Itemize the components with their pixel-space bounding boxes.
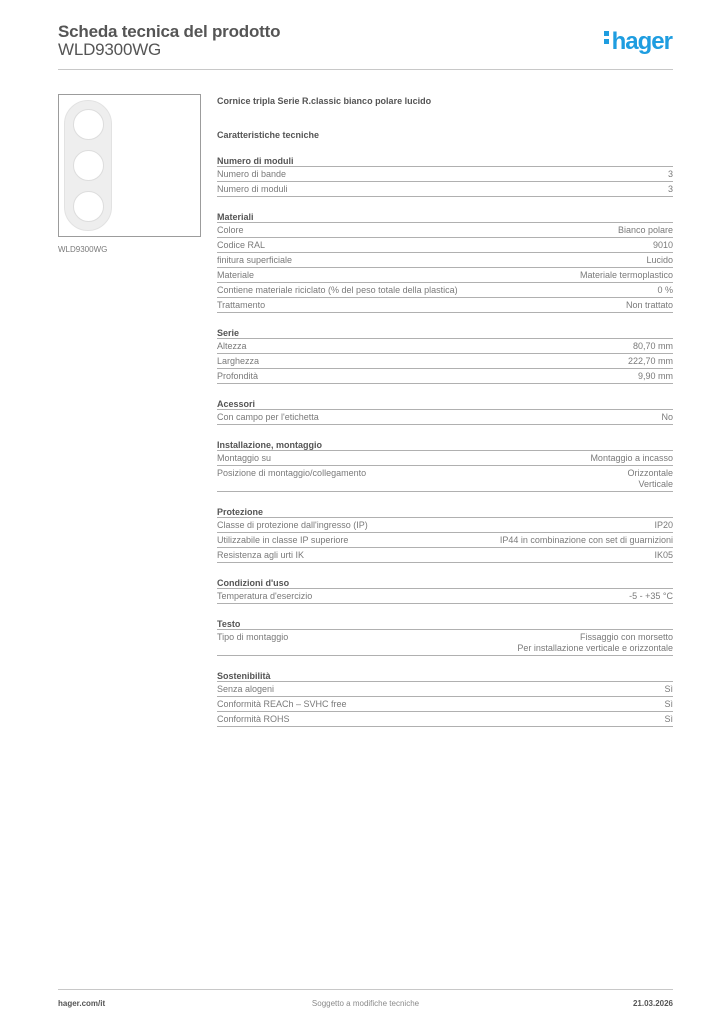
spec-value-line: -5 - +35 °C <box>629 591 673 601</box>
spec-row <box>217 369 673 384</box>
spec-value-line: Montaggio a incasso <box>590 453 673 463</box>
spec-value <box>633 341 673 352</box>
spec-section <box>217 211 673 313</box>
spec-row <box>217 410 673 425</box>
logo-text: hager <box>611 28 672 55</box>
spec-row <box>217 298 673 313</box>
spec-section <box>217 577 673 604</box>
frame-opening-1 <box>73 109 104 140</box>
spec-value-line: No <box>661 412 673 422</box>
specs-title: Caratteristiche tecniche <box>217 130 320 140</box>
spec-label: Conformità ROHS <box>217 714 290 724</box>
spec-row <box>217 548 673 563</box>
spec-row <box>217 238 673 253</box>
spec-label: Montaggio su <box>217 453 272 463</box>
spec-row <box>217 518 673 533</box>
spec-label: Temperatura d'esercizio <box>217 591 313 601</box>
spec-row <box>217 533 673 548</box>
spec-label: Numero di moduli <box>217 184 288 194</box>
spec-label: Conformità REACh – SVHC free <box>217 699 347 709</box>
spec-value <box>628 356 673 367</box>
spec-sections <box>217 155 673 727</box>
section-title: Serie <box>217 327 673 339</box>
spec-value-line: Per installazione verticale e orizzontale <box>517 643 673 653</box>
spec-row <box>217 283 673 298</box>
spec-label: Utilizzabile in classe IP superiore <box>217 535 349 545</box>
spec-value-line: 9010 <box>652 240 673 250</box>
spec-value-line: 80,70 mm <box>632 341 673 351</box>
spec-value <box>657 285 673 296</box>
spec-row <box>217 268 673 283</box>
hager-logo <box>604 28 672 56</box>
spec-label: Materiale <box>217 270 255 280</box>
spec-value-line: Sì <box>664 699 673 709</box>
spec-row <box>217 354 673 369</box>
spec-value-line: Fissaggio con morsetto <box>579 632 673 642</box>
spec-label: Contiene materiale riciclato (% del peso totale della plastica) <box>217 285 458 295</box>
spec-label: Resistenza agli urti IK <box>217 550 305 560</box>
spec-value <box>590 453 673 464</box>
spec-row <box>217 339 673 354</box>
spec-label: Classe di protezione dall'ingresso (IP) <box>217 520 368 530</box>
spec-value-line: Sì <box>664 714 673 724</box>
spec-value <box>517 632 673 654</box>
page-footer <box>58 989 673 1014</box>
spec-value-line: Materiale termoplastico <box>579 270 673 280</box>
spec-row <box>217 712 673 727</box>
spec-section <box>217 327 673 384</box>
section-title: Acessori <box>217 398 673 410</box>
spec-label: Numero di bande <box>217 169 287 179</box>
frame-opening-3 <box>73 191 104 222</box>
spec-label: Colore <box>217 225 244 235</box>
spec-label: Posizione di montaggio/collegamento <box>217 468 367 478</box>
spec-value <box>618 225 673 236</box>
spec-value-line: Sì <box>664 684 673 694</box>
spec-value-line: Verticale <box>638 479 673 489</box>
spec-value <box>629 591 673 602</box>
spec-value <box>664 714 673 725</box>
spec-section <box>217 670 673 727</box>
spec-value-line: 3 <box>667 169 673 179</box>
spec-value-line: Lucido <box>646 255 673 265</box>
spec-value <box>638 371 673 382</box>
spec-value-line: Bianco polare <box>617 225 673 235</box>
spec-row <box>217 682 673 697</box>
spec-value <box>580 270 673 281</box>
spec-row <box>217 223 673 238</box>
spec-value <box>500 535 673 546</box>
spec-row <box>217 589 673 604</box>
spec-label: Codice RAL <box>217 240 266 250</box>
spec-value-line: Non trattato <box>625 300 673 310</box>
spec-value <box>661 412 673 423</box>
spec-value <box>627 468 673 490</box>
section-title: Testo <box>217 618 673 630</box>
spec-row <box>217 697 673 712</box>
spec-value-line: IK05 <box>654 550 673 560</box>
spec-row <box>217 466 673 492</box>
page-title: Scheda tecnica del prodotto <box>58 22 281 41</box>
spec-label: Senza alogeni <box>217 684 275 694</box>
spec-value <box>668 184 673 195</box>
spec-value <box>668 169 673 180</box>
spec-content <box>217 96 673 727</box>
spec-value-line: Orizzontale <box>627 468 673 478</box>
footer-date: 21.03.2026 <box>632 999 673 1008</box>
spec-label: Tipo di montaggio <box>217 632 289 642</box>
spec-label: finitura superficiale <box>217 255 293 265</box>
spec-section <box>217 439 673 492</box>
spec-row <box>217 253 673 268</box>
spec-label: Trattamento <box>217 300 266 310</box>
spec-label: Larghezza <box>217 356 260 366</box>
product-image <box>58 94 201 237</box>
section-title: Installazione, montaggio <box>217 439 673 451</box>
spec-value-line: 0 % <box>657 285 673 295</box>
section-title: Protezione <box>217 506 673 518</box>
logo-colon-icon <box>604 31 610 47</box>
spec-value <box>664 699 673 710</box>
footer-notice: Soggetto a modifiche tecniche <box>311 999 420 1008</box>
spec-section <box>217 155 673 197</box>
spec-section <box>217 506 673 563</box>
product-name: Cornice tripla Serie R.classic bianco polare lucido <box>217 96 432 106</box>
spec-value <box>654 550 673 561</box>
section-title: Materiali <box>217 211 673 223</box>
spec-section <box>217 618 673 656</box>
spec-value <box>646 255 673 266</box>
spec-value-line: 9,90 mm <box>637 371 673 381</box>
spec-row <box>217 630 673 656</box>
spec-value-line: 3 <box>667 184 673 194</box>
section-title: Sostenibilità <box>217 670 673 682</box>
spec-value-line: IP44 in combinazione con set di guarnizioni <box>499 535 673 545</box>
section-title: Numero di moduli <box>217 155 673 167</box>
spec-row <box>217 182 673 197</box>
image-caption: WLD9300WG <box>58 245 108 254</box>
spec-row <box>217 451 673 466</box>
frame-opening-2 <box>73 150 104 181</box>
spec-section <box>217 398 673 425</box>
spec-value <box>653 240 673 251</box>
spec-value <box>626 300 673 311</box>
spec-value <box>654 520 673 531</box>
spec-label: Profondità <box>217 371 259 381</box>
product-code: WLD9300WG <box>58 40 162 59</box>
spec-row <box>217 167 673 182</box>
footer-website-link[interactable]: hager.com/it <box>58 999 106 1008</box>
spec-value-line: 222,70 mm <box>627 356 673 366</box>
spec-label: Altezza <box>217 341 247 351</box>
spec-label: Con campo per l'etichetta <box>217 412 319 422</box>
section-title: Condizioni d'uso <box>217 577 673 589</box>
triple-frame-icon <box>64 100 112 231</box>
spec-value-line: IP20 <box>654 520 673 530</box>
page-header <box>58 20 673 70</box>
spec-value <box>664 684 673 695</box>
